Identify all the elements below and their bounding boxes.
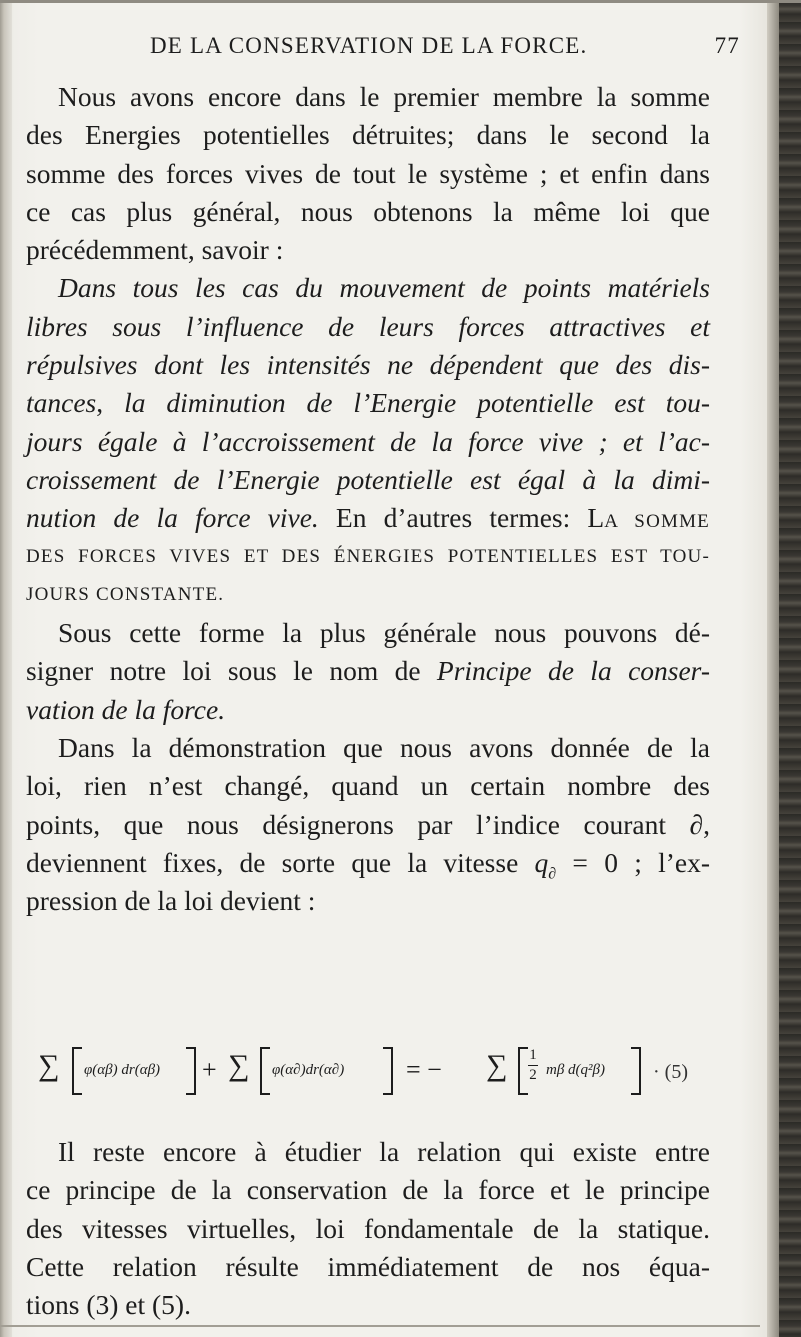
law-line: répulsives dont les intensités ne dépendent que des dis- [26,349,710,381]
top-rule [0,0,801,3]
equation-number: · (5) [653,1061,688,1083]
binding-right-shadow [767,0,779,1337]
sum-sign: ∑ [486,1049,508,1082]
law-fragment: En d’autres termes: [318,502,588,534]
text-line: vation de la force. [26,693,226,725]
bottom-rule [0,1325,760,1327]
text-line: loi, rien n’est changé, quand un certain nombre des [26,770,710,802]
text-fragment: deviennent fixes, de sorte que la vitesse [26,846,535,878]
text-line: Il reste encore à étudier la relation qui existe entre [58,1136,710,1167]
text-line: Dans la démonstration que nous avons donnée de la [58,732,710,764]
text-fragment: = 0 ; l’ex- [556,846,710,878]
term-1: φ(αβ) dr(αβ) [84,1062,161,1078]
running-header [40,33,740,63]
small-caps-line: DES FORCES VIVES ET DES ÉNERGIES POTENTIELLES EST TOU- [26,545,710,567]
law-fragment: la diminution de l’Energie potentielle est tou- [124,387,711,419]
binding-left-edge [0,0,12,1337]
binding-right-edge [779,0,801,1337]
sum-sign: ∑ [228,1049,250,1082]
text-line: précédemment, savoir : [26,234,284,266]
law-line: croissement de l’Energie potentielle est égal à la dimi- [26,463,710,495]
text-line: tions (3) et (5). [26,1289,191,1321]
text-line: ce principe de la conservation de la force et le principe [26,1174,710,1206]
italic-fragment: Principe de la conser- [436,655,710,687]
math-subscript: ∂ [548,865,557,883]
text-line: Nous avons encore dans le premier membre la somme [58,81,710,112]
text-line: des Energies potentielles détruites; dans le second la [26,119,710,151]
text-line: points, que nous désignerons par l’indice courant ∂, [26,808,710,840]
law-line: libres sous l’influence de leurs forces attractives et [26,310,710,342]
left-bracket [518,1047,528,1095]
right-bracket [383,1047,393,1095]
law-fragment: nution de la force vive. [26,502,319,534]
law-line: jours égale à l’accroissement de la force vive ; et l’ac- [26,425,710,457]
text-line: pression de la loi devient : [26,885,316,917]
left-bracket [72,1047,82,1095]
term-3: mβ d(q²β) [546,1062,606,1078]
running-title: DE LA CONSERVATION DE LA FORCE. [150,33,588,58]
fraction-half [528,1047,538,1084]
fraction-denominator: 2 [529,1067,537,1083]
equation-5 [38,1047,728,1099]
text-line: somme des forces vives de tout le système ; et enfin dans [26,157,710,189]
text-line [26,844,710,882]
text-fragment: signer notre loi sous le nom de [26,655,437,687]
law-fragment: tances [26,387,97,419]
right-bracket [631,1047,641,1095]
text-line: Sous cette forme la plus générale nous pouvons dé- [58,617,710,649]
small-caps-line: JOURS CONSTANTE. [26,583,225,605]
term-2: φ(α∂)dr(α∂) [272,1062,345,1078]
text-line: ce cas plus général, nous obtenons la même loi que [26,195,710,227]
left-bracket [260,1047,270,1095]
fraction-numerator: 1 [529,1047,537,1063]
law-line [26,499,710,537]
final-paragraph [26,1133,710,1324]
plus-sign: + [202,1055,217,1084]
sum-sign: ∑ [38,1049,60,1082]
law-line [26,384,710,422]
equals-minus: = − [406,1055,442,1084]
small-caps-initial: L [587,502,605,534]
main-text [26,78,710,921]
text-line: Cette relation résulte immédiatement de nos équa- [26,1250,710,1282]
math-q: q [534,846,549,878]
law-fragment: , [96,387,125,419]
small-caps-text: A SOMME [604,511,710,533]
fraction-bar [528,1065,538,1066]
text-line: des vitesses virtuelles, loi fondamentale de la statique. [26,1212,710,1244]
text-line [26,652,710,690]
page-number: 77 [714,33,740,58]
right-bracket [186,1047,196,1095]
law-line: Dans tous les cas du mouvement de points matériels [58,272,710,304]
